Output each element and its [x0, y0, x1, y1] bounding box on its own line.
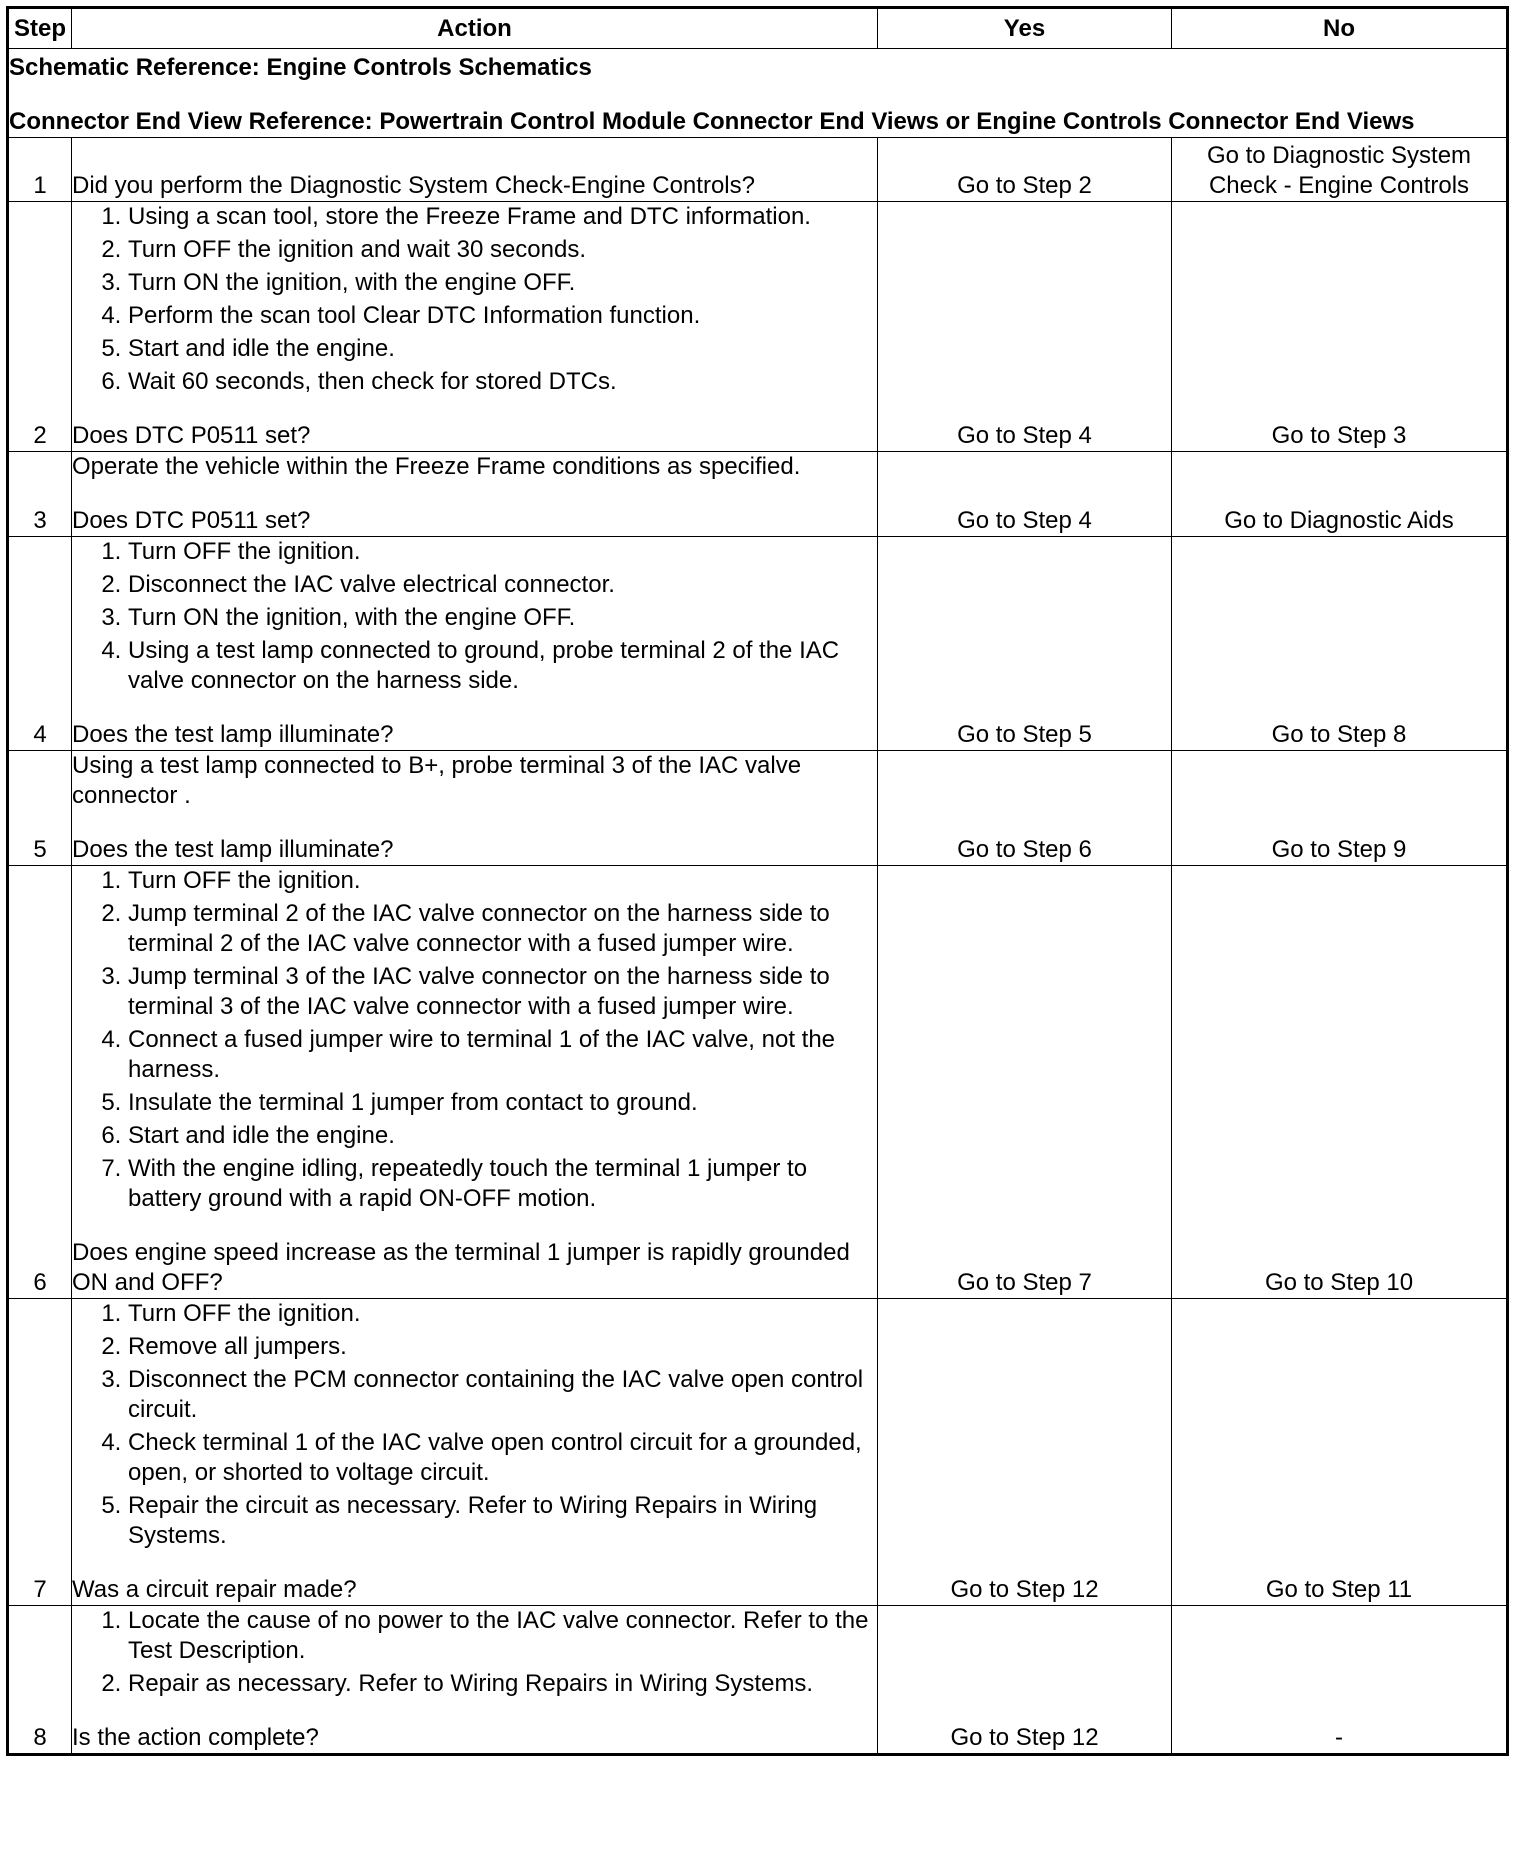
step-row	[8, 537, 1508, 751]
action-step-item: 2. Disconnect the IAC valve electrical connector.	[128, 570, 877, 600]
no-result: Go to Step 8	[1172, 537, 1508, 751]
action-intro: Using a test lamp connected to B+, probe terminal 3 of the IAC valve connector .	[72, 752, 802, 809]
action-question: Does the test lamp illuminate?	[72, 721, 394, 748]
step-row	[8, 866, 1508, 1299]
action-steps-list	[72, 866, 877, 1214]
no-result: Go to Diagnostic Aids	[1172, 452, 1508, 537]
action-steps-list	[72, 1299, 877, 1551]
step-number: 6	[8, 866, 72, 1299]
header-action: Action	[72, 8, 878, 49]
step-number: 2	[8, 202, 72, 452]
step-action	[72, 1299, 878, 1606]
action-steps-list	[72, 1606, 877, 1699]
action-question: Does DTC P0511 set?	[72, 507, 311, 534]
step-row	[8, 1299, 1508, 1606]
reference-row	[8, 49, 1508, 138]
step-action	[72, 537, 878, 751]
action-step-item: 6. Wait 60 seconds, then check for stored DTCs.	[128, 367, 877, 397]
step-action	[72, 452, 878, 537]
yes-result: Go to Step 5	[878, 537, 1172, 751]
action-step-item: 1. Locate the cause of no power to the IAC valve connector. Refer to the Test Description.	[128, 1606, 877, 1666]
action-step-item: 5. Repair the circuit as necessary. Refer to Wiring Repairs in Wiring Systems.	[128, 1491, 877, 1551]
yes-result: Go to Step 12	[878, 1299, 1172, 1606]
header-no: No	[1172, 8, 1508, 49]
step-number: 4	[8, 537, 72, 751]
action-step-item: 3. Disconnect the PCM connector containing the IAC valve open control circuit.	[128, 1365, 877, 1425]
action-question: Does engine speed increase as the terminal 1 jumper is rapidly grounded ON and OFF?	[72, 1239, 850, 1296]
action-question: Was a circuit repair made?	[72, 1576, 357, 1603]
no-result: Go to Step 10	[1172, 866, 1508, 1299]
no-result: Go to Diagnostic System Check - Engine Controls	[1172, 138, 1508, 202]
step-number: 3	[8, 452, 72, 537]
action-step-item: 6. Start and idle the engine.	[128, 1121, 877, 1151]
yes-result: Go to Step 4	[878, 202, 1172, 452]
action-step-item: 5. Insulate the terminal 1 jumper from contact to ground.	[128, 1088, 877, 1118]
action-step-item: 2. Repair as necessary. Refer to Wiring Repairs in Wiring Systems.	[128, 1669, 877, 1699]
yes-result: Go to Step 2	[878, 138, 1172, 202]
action-step-item: 2. Turn OFF the ignition and wait 30 seconds.	[128, 235, 877, 265]
step-row	[8, 202, 1508, 452]
step-row	[8, 138, 1508, 202]
action-question: Does the test lamp illuminate?	[72, 836, 394, 863]
action-step-item: 5. Start and idle the engine.	[128, 334, 877, 364]
yes-result: Go to Step 12	[878, 1606, 1172, 1755]
action-question: Is the action complete?	[72, 1724, 319, 1751]
step-number: 5	[8, 751, 72, 866]
action-question: Does DTC P0511 set?	[72, 422, 311, 449]
step-action	[72, 866, 878, 1299]
reference-cell	[8, 49, 1508, 138]
no-result: Go to Step 9	[1172, 751, 1508, 866]
step-action	[72, 138, 878, 202]
step-number: 1	[8, 138, 72, 202]
action-question: Did you perform the Diagnostic System Check-Engine Controls?	[72, 172, 755, 199]
action-step-item: 1. Using a scan tool, store the Freeze Frame and DTC information.	[128, 202, 877, 232]
action-step-item: 3. Turn ON the ignition, with the engine OFF.	[128, 268, 877, 298]
step-row	[8, 751, 1508, 866]
action-steps-list	[72, 537, 877, 696]
action-step-item: 2. Remove all jumpers.	[128, 1332, 877, 1362]
action-step-item: 1. Turn OFF the ignition.	[128, 866, 877, 896]
step-action	[72, 1606, 878, 1755]
action-step-item: 4. Perform the scan tool Clear DTC Information function.	[128, 301, 877, 331]
action-step-item: 1. Turn OFF the ignition.	[128, 537, 877, 567]
header-row	[8, 8, 1508, 49]
action-step-item: 4. Check terminal 1 of the IAC valve open control circuit for a grounded, open, or shorted to voltage circuit.	[128, 1428, 877, 1488]
step-row	[8, 452, 1508, 537]
step-row	[8, 1606, 1508, 1755]
yes-result: Go to Step 6	[878, 751, 1172, 866]
schematic-reference: Schematic Reference: Engine Controls Schematics	[9, 54, 592, 81]
yes-result: Go to Step 4	[878, 452, 1172, 537]
step-action	[72, 751, 878, 866]
action-step-item: 3. Jump terminal 3 of the IAC valve connector on the harness side to terminal 3 of the IAC valve connector with a fused jumper wire.	[128, 962, 877, 1022]
no-result: Go to Step 3	[1172, 202, 1508, 452]
action-step-item: 4. Using a test lamp connected to ground, probe terminal 2 of the IAC valve connector on the harness side.	[128, 636, 877, 696]
diagnostic-table	[6, 6, 1509, 1756]
action-steps-list	[72, 202, 877, 397]
header-yes: Yes	[878, 8, 1172, 49]
action-step-item: 2. Jump terminal 2 of the IAC valve connector on the harness side to terminal 2 of the IAC valve connector with a fused jumper wire.	[128, 899, 877, 959]
action-step-item: 1. Turn OFF the ignition.	[128, 1299, 877, 1329]
connector-reference: Connector End View Reference: Powertrain Control Module Connector End Views or Engine Controls Connector End Views	[9, 108, 1415, 135]
step-number: 8	[8, 1606, 72, 1755]
header-step: Step	[8, 8, 72, 49]
action-step-item: 7. With the engine idling, repeatedly touch the terminal 1 jumper to battery ground with a rapid ON-OFF motion.	[128, 1154, 877, 1214]
yes-result: Go to Step 7	[878, 866, 1172, 1299]
action-step-item: 3. Turn ON the ignition, with the engine OFF.	[128, 603, 877, 633]
no-result: Go to Step 11	[1172, 1299, 1508, 1606]
action-step-item: 4. Connect a fused jumper wire to terminal 1 of the IAC valve, not the harness.	[128, 1025, 877, 1085]
no-result: -	[1172, 1606, 1508, 1755]
action-intro: Operate the vehicle within the Freeze Frame conditions as specified.	[72, 453, 801, 480]
step-action	[72, 202, 878, 452]
step-number: 7	[8, 1299, 72, 1606]
